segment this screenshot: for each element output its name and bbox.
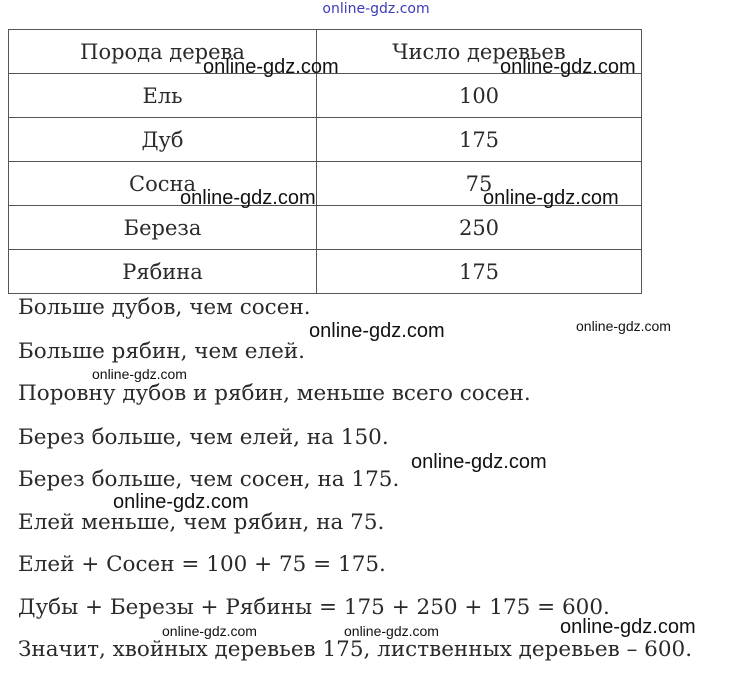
watermark: online-gdz.com bbox=[309, 320, 445, 342]
table-cell: 175 bbox=[317, 118, 642, 162]
solution-line: Елей + Сосен = 100 + 75 = 175. bbox=[18, 552, 386, 577]
watermark: online-gdz.com bbox=[483, 187, 619, 209]
table-row bbox=[9, 250, 642, 294]
table-cell: Береза bbox=[9, 206, 317, 250]
table-row bbox=[9, 118, 642, 162]
watermark: online-gdz.com bbox=[92, 366, 187, 382]
watermark: online-gdz.com bbox=[113, 491, 249, 513]
table-row bbox=[9, 74, 642, 118]
watermark: online-gdz.com bbox=[162, 623, 257, 639]
watermark: online-gdz.com bbox=[560, 616, 696, 638]
solution-line: Больше рябин, чем елей. bbox=[18, 339, 306, 364]
solution-line: Больше дубов, чем сосен. bbox=[18, 295, 311, 320]
table-cell: Рябина bbox=[9, 250, 317, 294]
watermark: online-gdz.com bbox=[576, 318, 671, 334]
watermark: online-gdz.com bbox=[344, 623, 439, 639]
solution-line: Дубы + Березы + Рябины = 175 + 250 + 175 = 600. bbox=[18, 595, 610, 620]
watermark: online-gdz.com bbox=[203, 56, 339, 78]
table-cell: 250 bbox=[317, 206, 642, 250]
table-cell: 175 bbox=[317, 250, 642, 294]
header-watermark: online-gdz.com bbox=[322, 1, 430, 17]
table-cell: Дуб bbox=[9, 118, 317, 162]
table-cell: Сосна bbox=[9, 162, 317, 206]
watermark: online-gdz.com bbox=[180, 187, 316, 209]
table-cell: 75 bbox=[317, 162, 642, 206]
table-cell: 100 bbox=[317, 74, 642, 118]
table-cell: Ель bbox=[9, 74, 317, 118]
solution-line: Елей меньше, чем рябин, на 75. bbox=[18, 510, 385, 535]
watermark: online-gdz.com bbox=[411, 451, 547, 473]
solution-line: Значит, хвойных деревьев 175, лиственных деревьев – 600. bbox=[18, 637, 693, 662]
solution-line: Поровну дубов и рябин, меньше всего сосен. bbox=[18, 381, 531, 406]
table-row bbox=[9, 206, 642, 250]
watermark: online-gdz.com bbox=[500, 56, 636, 78]
solution-line: Берез больше, чем сосен, на 175. bbox=[18, 467, 400, 492]
solution-line: Берез больше, чем елей, на 150. bbox=[18, 425, 389, 450]
column-header-species: Порода дерева bbox=[9, 30, 317, 74]
column-header-count: Число деревьев bbox=[317, 30, 642, 74]
